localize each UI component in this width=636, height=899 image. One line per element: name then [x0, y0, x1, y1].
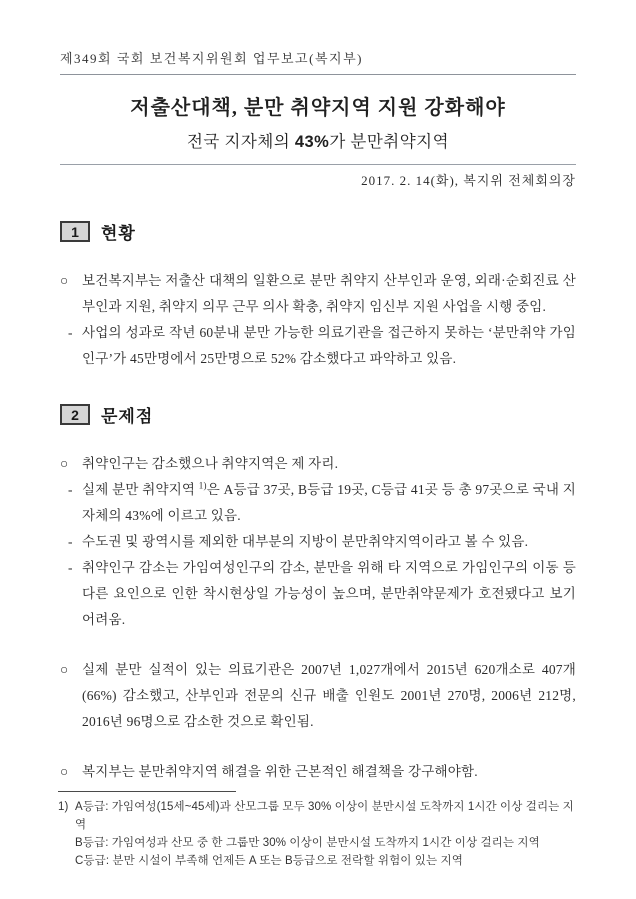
dash-bullet-icon: - — [68, 560, 73, 575]
paragraph-text: 취약인구는 감소했으나 취약지역은 제 자리. — [82, 456, 339, 471]
dash-bullet-icon: - — [68, 482, 73, 497]
paragraph-text: 실제 분만 실적이 있는 의료기관은 2007년 1,027개에서 2015년 620개소로 407개(66%) 감소했고, 산부인과 전문의 신규 배출 인원도 2001년 270명, 2006년 212명, 2016년 96명으로 감소한 것으로 확인됨. — [82, 662, 576, 729]
section-problems — [60, 402, 576, 785]
section-2-title: 문제점 — [101, 407, 154, 426]
paragraph-text: 복지부는 분만취약지역 해결을 위한 근본적인 해결책을 강구해야함. — [82, 764, 478, 779]
header-divider — [60, 74, 576, 75]
footnote-text: C등급: 분만 시설이 부족해 언제든 A 또는 B등급으로 전락할 위험이 있는 지역 — [75, 855, 463, 867]
circle-bullet-icon: ○ — [60, 662, 69, 677]
sub-bullet-paragraph — [60, 477, 576, 529]
footnote-line — [58, 852, 576, 870]
paragraph-text-suffix: 은 A등급 37곳, B등급 19곳, C등급 41곳 등 총 97곳으로 국내 지자체의 43%에 이르고 있음. — [82, 482, 576, 523]
section-1-title: 현황 — [101, 224, 136, 243]
section-2-heading — [60, 402, 576, 427]
footnote-line — [58, 798, 576, 834]
section-status — [60, 219, 576, 372]
sub-bullet-paragraph — [60, 320, 576, 372]
report-header-label: 제349회 국회 보건복지위원회 업무보고(복지부) — [60, 51, 363, 66]
dash-bullet-icon: - — [68, 325, 73, 340]
footnote-area — [58, 791, 576, 870]
bullet-paragraph — [60, 451, 576, 477]
footnote-text: B등급: 가임여성과 산모 중 한 그룹만 30% 이상이 분만시설 도착까지 1시간 이상 걸리는 지역 — [75, 837, 540, 849]
footnote-number: 1) — [58, 801, 69, 813]
footnote-line — [58, 834, 576, 852]
document-subtitle — [60, 128, 576, 152]
bullet-paragraph — [60, 657, 576, 735]
paragraph-text: 수도권 및 광역시를 제외한 대부분의 지방이 분만취약지역이라고 볼 수 있음. — [82, 534, 529, 549]
date-venue-line: 2017. 2. 14(화), 복지위 전체회의장 — [361, 173, 576, 188]
circle-bullet-icon: ○ — [60, 456, 69, 471]
section-number-box: 2 — [60, 404, 90, 425]
paragraph-text: 보건복지부는 저출산 대책의 일환으로 분만 취약지 산부인과 운영, 외래·순회진료 산부인과 지원, 취약지 의무 근무 의사 확충, 취약지 임신부 지원 사업을 시행 중임. — [82, 273, 576, 314]
document-title: 저출산대책, 분만 취약지역 지원 강화해야 — [130, 97, 506, 119]
subtitle-prefix: 전국 지자체의 — [186, 132, 295, 151]
subtitle-suffix: 가 분만취약지역 — [329, 132, 450, 151]
circle-bullet-icon: ○ — [60, 273, 69, 288]
dash-bullet-icon: - — [68, 534, 73, 549]
sub-bullet-paragraph — [60, 555, 576, 633]
section-1-heading — [60, 219, 576, 244]
footnote-text: A등급: 가임여성(15세~45세)과 산모그룹 모두 30% 이상이 분만시설 도착까지 1시간 이상 걸리는 지역 — [75, 801, 574, 831]
bullet-paragraph — [60, 759, 576, 785]
sub-bullet-paragraph — [60, 529, 576, 555]
footnote-divider — [58, 791, 236, 792]
footnote-reference: 1) — [198, 480, 207, 491]
subtitle-divider — [60, 164, 576, 165]
paragraph-text: 사업의 성과로 작년 60분내 분만 가능한 의료기관을 접근하지 못하는 ‘분만취약 가임인구’가 45만명에서 25만명으로 52% 감소했다고 파악하고 있음. — [82, 325, 576, 366]
subtitle-percentage: 43% — [294, 133, 330, 151]
circle-bullet-icon: ○ — [60, 764, 69, 779]
paragraph-text: 취약인구 감소는 가임여성인구의 감소, 분만을 위해 타 지역으로 가임인구의 이동 등 다른 요인으로 인한 착시현상일 가능성이 높으며, 분만취약문제가 호전됐다고 보기 어려움. — [82, 560, 576, 627]
title-block — [60, 91, 576, 152]
section-number-box: 1 — [60, 221, 90, 242]
bullet-paragraph — [60, 268, 576, 320]
paragraph-text-prefix: 실제 분만 취약지역 — [82, 482, 199, 497]
